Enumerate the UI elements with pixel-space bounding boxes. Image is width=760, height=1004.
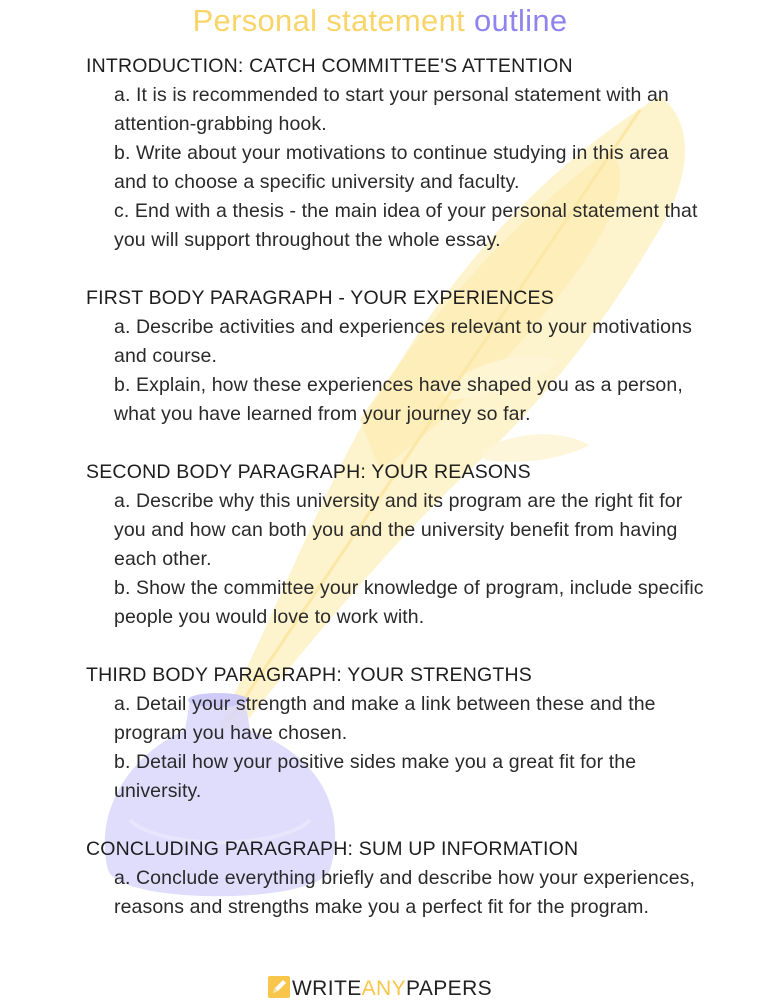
brand-part-2: ANY [361,977,406,1000]
list-item [114,81,706,139]
list-item [114,748,706,806]
list-item [114,574,706,632]
item-marker: b. [114,374,131,396]
item-text: Write about your motivations to continue studying in this area and to choose a specific university and faculty. [114,142,669,193]
item-marker: b. [114,577,131,599]
section-conclusion [86,835,706,922]
item-marker: a. [114,316,131,338]
list-item [114,690,706,748]
item-marker: a. [114,490,131,512]
section-first-body [86,284,706,429]
section-heading: INTRODUCTION: CATCH COMMITTEE'S ATTENTION [86,55,573,77]
item-marker: a. [114,867,131,889]
brand-part-3: PAPERS [406,977,493,1000]
section-introduction [86,52,706,255]
list-item [114,313,706,371]
item-marker: a. [114,693,131,715]
item-text: Detail how your positive sides make you a great fit for the university. [114,751,637,802]
list-item [114,371,706,429]
item-text: It is is recommended to start your personal statement with an attention-grabbing hook. [114,84,669,135]
list-item [114,487,706,574]
pencil-icon [268,976,290,998]
item-marker: c. [114,200,130,222]
section-heading: SECOND BODY PARAGRAPH: YOUR REASONS [86,461,531,483]
page-title [0,2,760,40]
item-marker: b. [114,142,131,164]
item-marker: b. [114,751,131,773]
title-part-1: Personal statement [192,3,466,38]
title-part-2: outline [473,3,568,38]
item-text: Describe activities and experiences relevant to your motivations and course. [114,316,692,367]
section-heading: FIRST BODY PARAGRAPH - YOUR EXPERIENCES [86,287,554,309]
section-heading: THIRD BODY PARAGRAPH: YOUR STRENGTHS [86,664,533,686]
section-third-body [86,661,706,806]
item-text: Show the committee your knowledge of program, include specific people you would love to work with. [114,577,704,628]
brand-part-1: WRITE [291,977,362,1000]
list-item [114,864,706,922]
list-item [114,197,706,255]
item-text: Conclude everything briefly and describe how your experiences, reasons and strengths make you a perfect fit for the program. [114,867,696,918]
item-text: Detail your strength and make a link between these and the program you have chosen. [114,693,656,744]
section-heading: CONCLUDING PARAGRAPH: SUM UP INFORMATION [86,838,579,860]
item-text: Describe why this university and its program are the right fit for you and how can both you and the university benefit from having each other. [114,490,683,570]
item-marker: a. [114,84,131,106]
list-item [114,139,706,197]
item-text: End with a thesis - the main idea of your personal statement that you will support throughout the whole essay. [114,200,698,251]
item-text: Explain, how these experiences have shaped you as a person, what you have learned from your journey so far. [114,374,683,425]
section-second-body [86,458,706,632]
